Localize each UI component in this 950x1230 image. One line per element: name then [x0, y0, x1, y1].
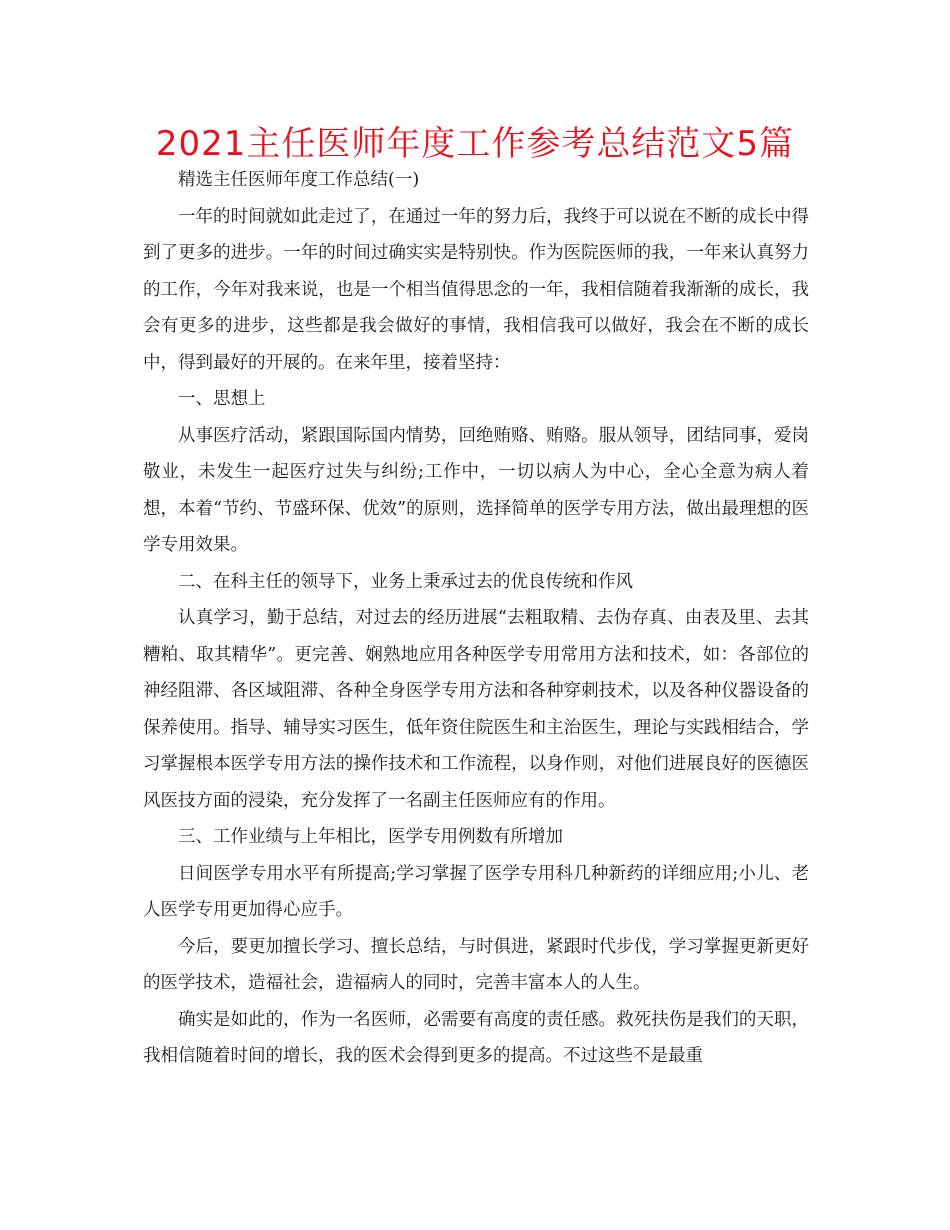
- document-title: 2021主任医师年度工作参考总结范文5篇: [155, 124, 795, 164]
- section-3-paragraph: 日间医学专用水平有所提高;学习掌握了医学专用科几种新药的详细应用;小儿、老人医学专用更加得心应手。: [143, 863, 809, 920]
- section-1-paragraph: 从事医疗活动，紧跟国际国内情势，回绝贿赂、贿赂。服从领导，团结同事，爱岗敬业，未发生一起医疗过失与纠纷;工作中，一切以病人为中心，全心全意为病人着想，本着“节约、节盛环保、优效”的原则，选择简单的医学专用方法，做出最理想的医学专用效果。: [143, 425, 809, 555]
- section-2-paragraph: 认真学习，勤于总结，对过去的经历进展“去粗取精、去伪存真、由表及里、去其糟粕、取其精华”。更完善、娴熟地应用各种医学专用常用方法和技术，如：各部位的神经阻滞、各区域阻滞、各种全身医学专用方法和各种穿刺技术，以及各种仪器设备的保养使用。指导、辅导实习医生，低年资住院医生和主治医生，理论与实践相结合，学习掌握根本医学专用方法的操作技术和工作流程，以身作则，对他们进展良好的医德医风医技方面的浸染，充分发挥了一名副主任医师应有的作用。: [143, 608, 809, 811]
- subtitle-paragraph: 精选主任医师年度工作总结(一): [178, 170, 420, 190]
- section-heading-2: 二、在科主任的领导下，业务上秉承过去的优良传统和作风: [178, 571, 633, 592]
- intro-paragraph: 一年的时间就如此走过了，在通过一年的努力后，我终于可以说在不断的成长中得到了更多的进步。一年的时间过确实实是特别快。作为医院医师的我，一年来认真努力的工作，今年对我来说，也是一个相当值得思念的一年，我相信随着我渐渐的成长，我会有更多的进步，这些都是我会做好的事情，我相信我可以做好，我会在不断的成长中，得到最好的开展的。在来年里，接着坚持：: [143, 206, 809, 373]
- section-heading-1: 一、思想上: [178, 389, 266, 409]
- section-heading-3: 三、工作业绩与上年相比，医学专用例数有所增加: [178, 827, 563, 847]
- closing-paragraph: 确实是如此的，作为一名医师，必需要有高度的责任感。救死扶伤是我们的天职，我相信随着时间的增长，我的医术会得到更多的提高。不过这些不是最重: [143, 1009, 809, 1066]
- document-body: [143, 162, 809, 1075]
- future-paragraph: 今后，要更加擅长学习、擅长总结，与时俱进，紧跟时代步伐，学习掌握更新更好的医学技术，造福社会，造福病人的同时，完善丰富本人的人生。: [143, 936, 809, 993]
